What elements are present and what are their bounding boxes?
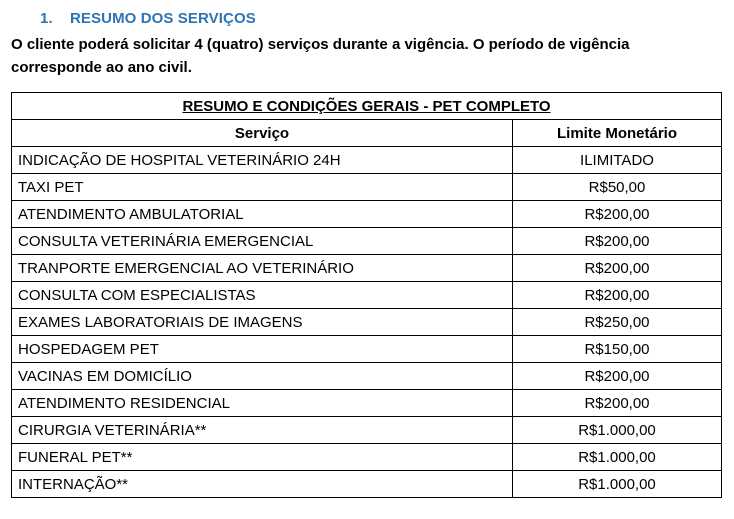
table-body <box>12 147 722 498</box>
service-name: EXAMES LABORATORIAIS DE IMAGENS <box>12 309 513 336</box>
table-row <box>12 282 722 309</box>
monetary-limit: R$200,00 <box>513 282 722 309</box>
service-name: TAXI PET <box>12 174 513 201</box>
monetary-limit: ILIMITADO <box>513 147 722 174</box>
table-title-row <box>12 93 722 120</box>
intro-line-1: O cliente poderá solicitar 4 (quatro) serviços durante a vigência. O período de vigência <box>11 36 630 53</box>
service-name: FUNERAL PET** <box>12 444 513 471</box>
table-row <box>12 255 722 282</box>
table-row <box>12 471 722 498</box>
table-row <box>12 363 722 390</box>
service-name: TRANPORTE EMERGENCIAL AO VETERINÁRIO <box>12 255 513 282</box>
monetary-limit: R$1.000,00 <box>513 417 722 444</box>
monetary-limit: R$200,00 <box>513 201 722 228</box>
monetary-limit: R$200,00 <box>513 255 722 282</box>
column-header-limit: Limite Monetário <box>513 120 722 147</box>
monetary-limit: R$1.000,00 <box>513 471 722 498</box>
service-name: CONSULTA VETERINÁRIA EMERGENCIAL <box>12 228 513 255</box>
service-name: ATENDIMENTO RESIDENCIAL <box>12 390 513 417</box>
service-name: CIRURGIA VETERINÁRIA** <box>12 417 513 444</box>
column-header-service: Serviço <box>12 120 513 147</box>
service-name: ATENDIMENTO AMBULATORIAL <box>12 201 513 228</box>
service-name: VACINAS EM DOMICÍLIO <box>12 363 513 390</box>
table-row <box>12 174 722 201</box>
table-row <box>12 336 722 363</box>
monetary-limit: R$150,00 <box>513 336 722 363</box>
table-row <box>12 147 722 174</box>
service-name: CONSULTA COM ESPECIALISTAS <box>12 282 513 309</box>
table-title: RESUMO E CONDIÇÕES GERAIS - PET COMPLETO <box>12 93 722 120</box>
monetary-limit: R$200,00 <box>513 363 722 390</box>
table-row <box>12 228 722 255</box>
monetary-limit: R$200,00 <box>513 228 722 255</box>
table-row <box>12 390 722 417</box>
service-name: HOSPEDAGEM PET <box>12 336 513 363</box>
table-header-row <box>12 120 722 147</box>
section-title: RESUMO DOS SERVIÇOS <box>70 10 256 27</box>
service-name: INDICAÇÃO DE HOSPITAL VETERINÁRIO 24H <box>12 147 513 174</box>
service-name: INTERNAÇÃO** <box>12 471 513 498</box>
monetary-limit: R$50,00 <box>513 174 722 201</box>
monetary-limit: R$1.000,00 <box>513 444 722 471</box>
table-row <box>12 309 722 336</box>
services-table <box>11 92 722 498</box>
intro-paragraph <box>11 33 711 79</box>
section-number: 1. <box>40 10 53 27</box>
monetary-limit: R$250,00 <box>513 309 722 336</box>
section-heading <box>40 10 256 27</box>
intro-line-2: corresponde ao ano civil. <box>11 59 192 76</box>
table-row <box>12 444 722 471</box>
monetary-limit: R$200,00 <box>513 390 722 417</box>
table-row <box>12 417 722 444</box>
table-row <box>12 201 722 228</box>
